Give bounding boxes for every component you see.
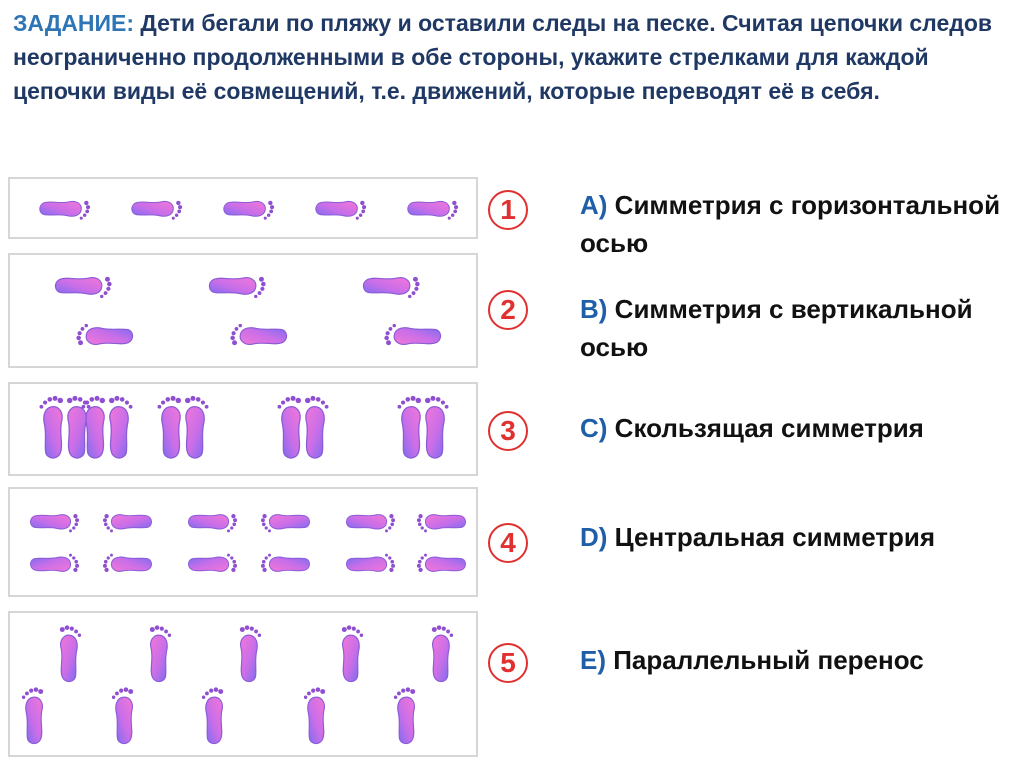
footprint	[304, 687, 325, 743]
footprint	[261, 514, 310, 532]
chain-number-4: 4	[488, 523, 528, 563]
footprint	[417, 554, 466, 572]
footprint	[230, 324, 286, 345]
chain-number-1: 1	[488, 190, 528, 230]
option-text: Центральная симметрия	[614, 522, 936, 552]
footprint	[261, 554, 310, 572]
footprint	[109, 396, 133, 458]
footprint	[417, 514, 466, 532]
footprint	[347, 514, 396, 532]
footprint	[22, 687, 43, 743]
footprint	[103, 514, 152, 532]
footprint	[76, 324, 132, 345]
footprint	[112, 687, 133, 743]
footprint	[408, 201, 458, 220]
footprint	[189, 514, 238, 532]
footprint	[278, 396, 302, 458]
footprint	[305, 396, 329, 458]
option-text: Параллельный перенос	[613, 645, 924, 675]
option-letter: D)	[580, 522, 608, 552]
option-letter: B)	[580, 294, 608, 324]
footprint	[432, 625, 453, 681]
option-d	[580, 518, 1010, 556]
footprint-strip-3	[8, 382, 478, 476]
chain-number-3: 3	[488, 411, 528, 451]
footprint	[384, 324, 440, 345]
footprint-strip-5	[8, 611, 478, 757]
chain-number-5: 5	[488, 643, 528, 683]
footprint	[425, 396, 449, 458]
footprint	[189, 554, 238, 572]
footprint	[224, 201, 274, 220]
option-text: Симметрия с вертикальной осью	[580, 294, 973, 362]
option-text: Симметрия с горизонтальной осью	[580, 190, 1001, 258]
footprint	[60, 625, 81, 681]
chain-number-2: 2	[488, 290, 528, 330]
option-e	[580, 641, 1010, 679]
footprint	[363, 277, 419, 298]
footprint	[55, 277, 111, 298]
task-label: ЗАДАНИЕ:	[13, 10, 135, 36]
option-b	[580, 290, 1010, 366]
task-text: Дети бегали по пляжу и оставили следы на песке. Считая цепочки следов неограниченно продолженными в обе стороны, укажите стрелками для каждой цепочки виды её совмещений, т.е. движений, которые переводят её в себя.	[13, 10, 993, 104]
task-statement	[13, 6, 1013, 108]
footprint	[40, 201, 90, 220]
footprint	[202, 687, 223, 743]
footprint	[31, 554, 80, 572]
footprint	[103, 554, 152, 572]
option-letter: E)	[580, 645, 606, 675]
footprint	[342, 625, 363, 681]
footprint	[40, 396, 64, 458]
option-a	[580, 186, 1010, 262]
footprint-strip-4	[8, 487, 478, 597]
footprint	[347, 554, 396, 572]
footprint	[394, 687, 415, 743]
footprint	[398, 396, 422, 458]
footprint	[185, 396, 209, 458]
option-text: Скользящая симметрия	[614, 413, 924, 443]
footprint	[209, 277, 265, 298]
footprint	[31, 514, 80, 532]
option-letter: A)	[580, 190, 608, 220]
footprint-strip-2	[8, 253, 478, 368]
option-c	[580, 409, 1010, 447]
footprint	[158, 396, 182, 458]
footprint	[132, 201, 182, 220]
option-letter: C)	[580, 413, 608, 443]
footprint	[150, 625, 171, 681]
footprint-strip-1	[8, 177, 478, 239]
footprint	[316, 201, 366, 220]
footprint	[240, 625, 261, 681]
